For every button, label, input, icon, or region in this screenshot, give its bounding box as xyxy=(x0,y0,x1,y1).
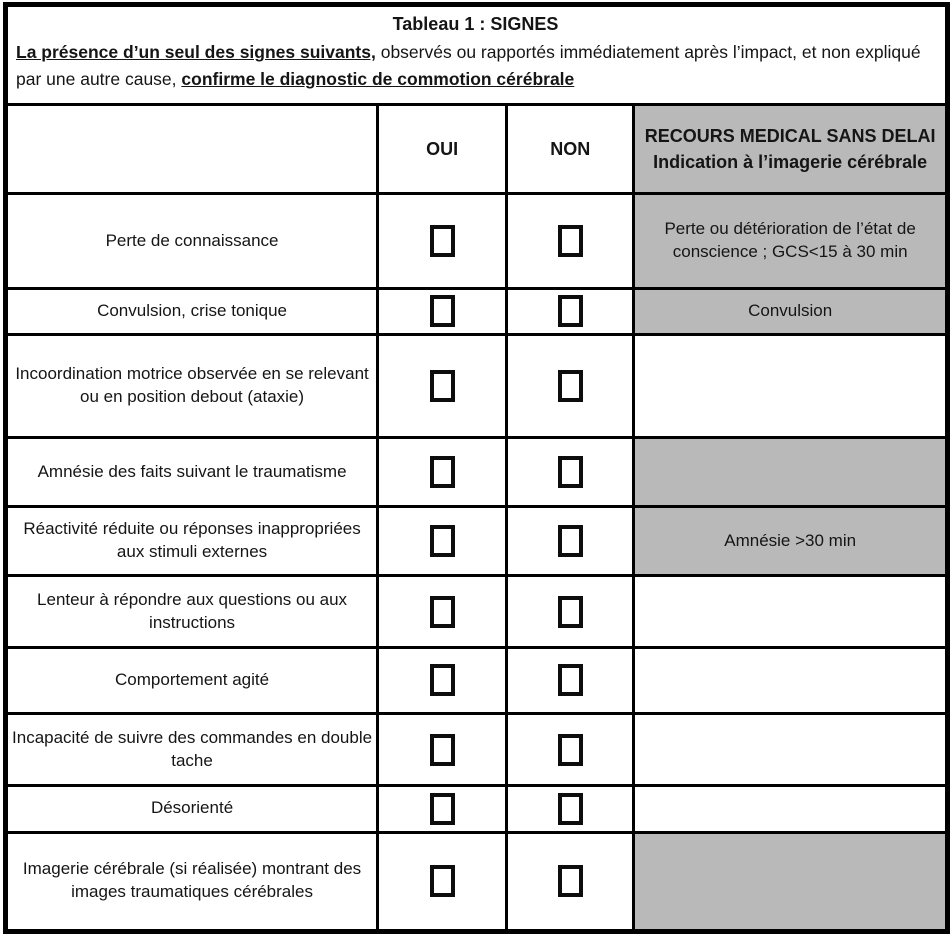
sign-label: Perte de connaissance xyxy=(6,193,378,288)
oui-checkbox[interactable] xyxy=(430,225,455,257)
oui-checkbox[interactable] xyxy=(430,664,455,696)
oui-checkbox[interactable] xyxy=(430,596,455,628)
sign-label: Imagerie cérébrale (si réalisée) montrant des images traumatiques cérébrales xyxy=(6,832,378,931)
oui-cell xyxy=(378,289,507,334)
non-checkbox[interactable] xyxy=(558,225,583,257)
oui-cell xyxy=(378,193,507,288)
table-row xyxy=(6,713,948,785)
table-row xyxy=(6,193,948,288)
medical-note xyxy=(634,647,948,713)
non-checkbox[interactable] xyxy=(558,295,583,327)
non-cell xyxy=(507,576,634,647)
table-row xyxy=(6,507,948,576)
non-checkbox[interactable] xyxy=(558,865,583,897)
non-checkbox[interactable] xyxy=(558,596,583,628)
oui-cell xyxy=(378,647,507,713)
oui-checkbox[interactable] xyxy=(430,734,455,766)
non-checkbox[interactable] xyxy=(558,734,583,766)
sign-label: Réactivité réduite ou réponses inappropriées aux stimuli externes xyxy=(6,507,378,576)
non-checkbox[interactable] xyxy=(558,664,583,696)
oui-cell xyxy=(378,576,507,647)
oui-cell xyxy=(378,713,507,785)
table-row xyxy=(6,289,948,334)
table-header-block xyxy=(6,5,948,105)
non-cell xyxy=(507,437,634,506)
non-cell xyxy=(507,289,634,334)
medical-note xyxy=(634,334,948,437)
col-header-non: NON xyxy=(507,105,634,194)
oui-checkbox[interactable] xyxy=(430,865,455,897)
table-title: Tableau 1 : SIGNES xyxy=(392,14,559,34)
signes-table xyxy=(3,2,950,934)
sign-label: Convulsion, crise tonique xyxy=(6,289,378,334)
medical-note xyxy=(634,713,948,785)
non-checkbox[interactable] xyxy=(558,456,583,488)
medical-note xyxy=(634,437,948,506)
non-checkbox[interactable] xyxy=(558,370,583,402)
table-row xyxy=(6,832,948,931)
table-row xyxy=(6,647,948,713)
title-row xyxy=(6,5,948,105)
table-row xyxy=(6,576,948,647)
signs-table-body xyxy=(6,193,948,931)
sign-label: Amnésie des faits suivant le traumatisme xyxy=(6,437,378,506)
col-header-oui: OUI xyxy=(378,105,507,194)
non-cell xyxy=(507,713,634,785)
intro-normal-segment: observés ou rapportés immédiatement après l’impact, et non expliqué par une autre cause, xyxy=(16,42,921,89)
non-checkbox[interactable] xyxy=(558,793,583,825)
sign-label: Incapacité de suivre des commandes en double tache xyxy=(6,713,378,785)
table-row xyxy=(6,786,948,833)
intro-bold-segment-1: La présence d’un seul des signes suivants, xyxy=(16,42,376,63)
sign-label: Désorienté xyxy=(6,786,378,833)
recours-header-line1: RECOURS MEDICAL SANS DELAI xyxy=(644,125,936,146)
non-cell xyxy=(507,334,634,437)
oui-cell xyxy=(378,832,507,931)
medical-note xyxy=(634,786,948,833)
column-header-row xyxy=(6,105,948,194)
medical-note: Amnésie >30 min xyxy=(634,507,948,576)
intro-bold-segment-2: confirme le diagnostic de commotion cérébrale xyxy=(181,68,575,89)
non-cell xyxy=(507,507,634,576)
oui-checkbox[interactable] xyxy=(430,370,455,402)
oui-checkbox[interactable] xyxy=(430,295,455,327)
sign-label: Lenteur à répondre aux questions ou aux instructions xyxy=(6,576,378,647)
non-cell xyxy=(507,832,634,931)
non-cell xyxy=(507,786,634,833)
oui-cell xyxy=(378,786,507,833)
col-header-signs-empty xyxy=(6,105,378,194)
table-row xyxy=(6,334,948,437)
table-intro xyxy=(16,39,935,92)
table-row xyxy=(6,437,948,506)
oui-checkbox[interactable] xyxy=(430,525,455,557)
oui-checkbox[interactable] xyxy=(430,793,455,825)
medical-note xyxy=(634,576,948,647)
medical-note: Perte ou détérioration de l’état de conscience ; GCS<15 à 30 min xyxy=(634,193,948,288)
oui-checkbox[interactable] xyxy=(430,456,455,488)
recours-header-line2: Indication à l’imagerie cérébrale xyxy=(653,152,928,172)
sign-label: Comportement agité xyxy=(6,647,378,713)
non-cell xyxy=(507,193,634,288)
non-cell xyxy=(507,647,634,713)
medical-note xyxy=(634,832,948,931)
oui-cell xyxy=(378,334,507,437)
medical-note: Convulsion xyxy=(634,289,948,334)
oui-cell xyxy=(378,437,507,506)
sign-label: Incoordination motrice observée en se relevant ou en position debout (ataxie) xyxy=(6,334,378,437)
oui-cell xyxy=(378,507,507,576)
col-header-recours xyxy=(634,105,948,194)
non-checkbox[interactable] xyxy=(558,525,583,557)
